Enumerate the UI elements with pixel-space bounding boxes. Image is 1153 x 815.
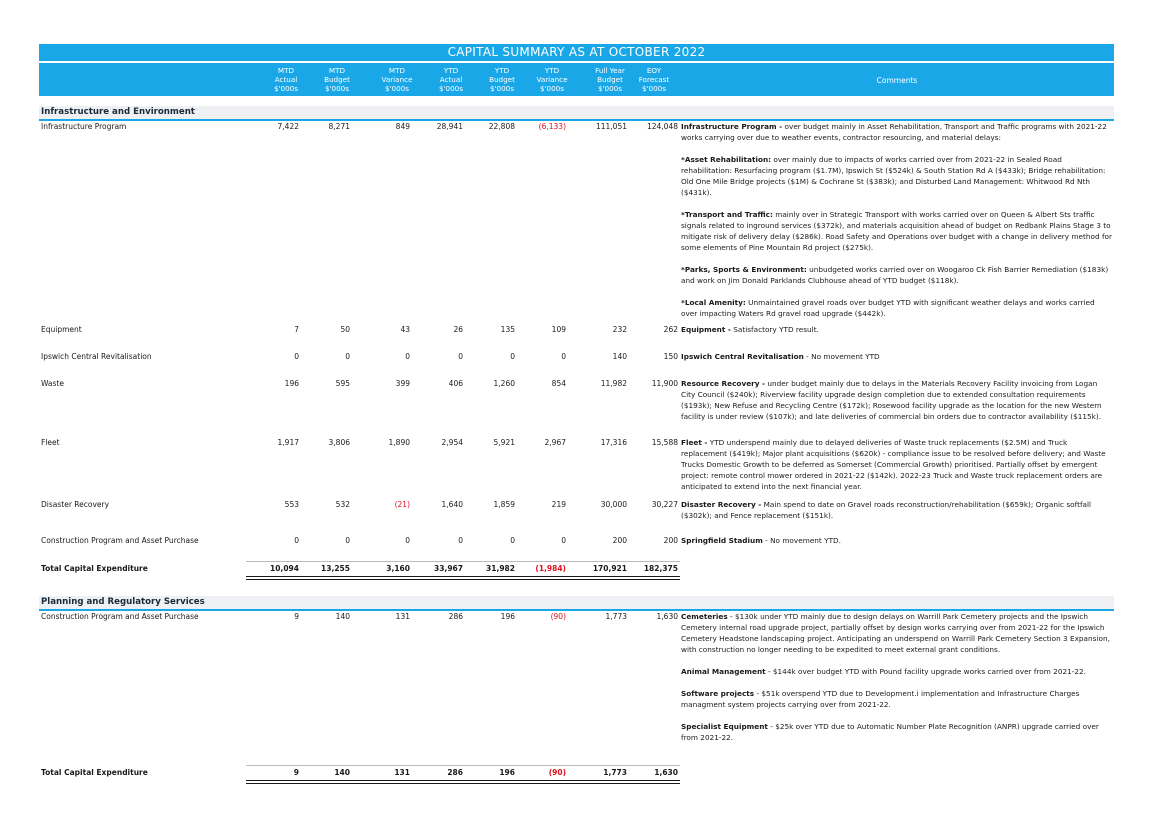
cell-mtd-budget: 595 [335, 379, 350, 388]
header-comments: Comments [876, 76, 918, 85]
cell-mtd-variance: 0 [405, 536, 410, 545]
total-ytd-budget: 196 [499, 768, 515, 777]
cell-mtd-variance: 0 [405, 352, 410, 361]
cell-ytd-actual: 406 [448, 379, 463, 388]
header-mtd-variance: MTD Variance $'000s [381, 66, 413, 93]
cell-eoy-forecast: 15,588 [651, 438, 678, 447]
row-comment: Equipment - Satisfactory YTD result. [681, 325, 819, 334]
row-label: Ipswich Central Revitalisation [41, 352, 152, 361]
total-underline [246, 579, 680, 580]
cell-mtd-actual: 0 [294, 536, 299, 545]
header-mtd-budget: MTD Budget $'000s [324, 66, 350, 93]
row-comment: Infrastructure Program - over budget mainly in Asset Rehabilitation, Transport and Traffic programs with 2021-22 works carrying over due to weather events, contractor resourcing, and material delays: *Asset Rehabilitation: over mainly due to impacts of works carried over from 2021-22 in Sealed Road rehabilitation: Resurfacing program ($1.7M), Ipswich St ($524k) & South Station Rd A ($433k); Bridge rehabilitation: Old One Mile Bridge projects ($1M) & Cochrane St ($383k); and Disturbed Land Management: Whitwood Rd Nth ($431k). *Transport and Traffic: mainly over in Strategic Transport with works carried over on Queen & Albert Sts traffic signals related to inground services ($372k), and materials acquisition ahead of budget on Redbank Plains Stage 3 to mitigate risk of delivery delay ($286k). Road Safety and Operations over budget with a change in delivery method for some elements of Pine Mountain Rd project ($275k). *Parks, Sports & Environment: unbudgeted works carried over on Woogaroo Ck Fish Barrier Remediation ($183k) and work on Jim Donald Parklands Clubhouse ahead of YTD budget ($118k). *Local Amenity: Unmaintained gravel roads over budget YTD with significant weather delays and works carried over impacting Waters Rd gravel road upgrade ($442k). [681, 122, 1112, 318]
cell-full-year-budget: 30,000 [600, 500, 627, 509]
header-ytd-budget: YTD Budget $'000s [489, 66, 515, 93]
cell-ytd-actual: 28,941 [436, 122, 463, 131]
cell-mtd-actual: 553 [284, 500, 299, 509]
total-ytd-variance: (90) [548, 768, 566, 777]
cell-mtd-budget: 8,271 [328, 122, 350, 131]
row-label: Infrastructure Program [41, 122, 127, 131]
cell-ytd-actual: 26 [453, 325, 463, 334]
total-underline [246, 576, 680, 577]
row-comment: Cemeteries - $130k under YTD mainly due to design delays on Warrill Park Cemetery projects and the Ipswich Cemetery internal road upgrade project, partially offset by design works carrying over from 2021-22 for the Ipswich Cemetery Headstone landscaping project. Anticipating an underspend on Warrill Park Cemetery Section 3 Expansion, with construction no longer needing to be expedited to meet external grant conditions. Animal Management - $144k over budget YTD with Pound facility upgrade works carried over from 2021-22. Software projects - $51k overspend YTD due to Development.i implementation and Infrastructure Charges managment system projects carrying over from 2021-22. Specialist Equipment - $25k over YTD due to Automatic Number Plate Recognition (ANPR) upgrade carried over from 2021-22. [681, 612, 1110, 742]
cell-mtd-variance: 399 [395, 379, 410, 388]
row-comment: Resource Recovery - under budget mainly due to delays in the Materials Recovery Facility invoicing from Logan City Council ($240k); Riverview facility upgrade design completion due to extended consultation requirements ($193k); New Refuse and Recycling Centre ($172k); Rosewood facility upgrade as the location for the new Western facility is under review ($107k); and late deliveries of commercial bin orders due to contractor availability ($115k). [681, 379, 1102, 421]
row-comment: Disaster Recovery - Main spend to date on Gravel roads reconstruction/rehabilitation ($659k); Organic softfall ($302k); and Fence replacement ($151k). [681, 500, 1092, 520]
cell-full-year-budget: 1,773 [605, 612, 627, 621]
cell-mtd-budget: 140 [335, 612, 350, 621]
cell-eoy-forecast: 262 [663, 325, 678, 334]
total-top-rule [246, 765, 680, 766]
cell-ytd-variance: 2,967 [544, 438, 566, 447]
cell-mtd-budget: 0 [345, 352, 350, 361]
cell-ytd-budget: 1,859 [493, 500, 515, 509]
cell-mtd-variance: 849 [395, 122, 410, 131]
total-label: Total Capital Expenditure [41, 564, 148, 573]
cell-ytd-budget: 0 [510, 352, 515, 361]
cell-ytd-actual: 2,954 [441, 438, 463, 447]
cell-full-year-budget: 140 [612, 352, 627, 361]
row-label: Equipment [41, 325, 82, 334]
total-ytd-budget: 31,982 [486, 564, 515, 573]
cell-ytd-variance: (90) [550, 612, 566, 621]
total-ytd-variance: (1,984) [535, 564, 566, 573]
total-label: Total Capital Expenditure [41, 768, 148, 777]
row-label: Fleet [41, 438, 60, 447]
section-band [39, 106, 1114, 121]
total-ytd-actual: 33,967 [434, 564, 463, 573]
header-mtd-actual: MTD Actual $'000s [273, 66, 298, 93]
cell-mtd-variance: 43 [400, 325, 410, 334]
cell-ytd-variance: 109 [551, 325, 566, 334]
cell-ytd-actual: 1,640 [441, 500, 463, 509]
row-label: Disaster Recovery [41, 500, 110, 509]
total-ytd-actual: 286 [447, 768, 463, 777]
total-full-year-budget: 1,773 [603, 768, 627, 777]
cell-mtd-budget: 0 [345, 536, 350, 545]
total-top-rule [246, 561, 680, 562]
total-mtd-variance: 3,160 [386, 564, 410, 573]
cell-ytd-budget: 22,808 [488, 122, 515, 131]
cell-full-year-budget: 17,316 [600, 438, 627, 447]
cell-eoy-forecast: 11,900 [651, 379, 678, 388]
cell-full-year-budget: 200 [612, 536, 627, 545]
cell-ytd-variance: (6,133) [538, 122, 566, 131]
report-title: CAPITAL SUMMARY AS AT OCTOBER 2022 [39, 44, 1114, 61]
cell-full-year-budget: 232 [612, 325, 627, 334]
row-label: Construction Program and Asset Purchase [41, 536, 199, 545]
cell-full-year-budget: 111,051 [595, 122, 627, 131]
cell-mtd-variance: 131 [395, 612, 410, 621]
cell-eoy-forecast: 200 [663, 536, 678, 545]
total-mtd-variance: 131 [394, 768, 410, 777]
row-label: Waste [41, 379, 64, 388]
header-eoy-forecast: EOY Forecast $'000s [638, 66, 670, 93]
total-underline [246, 783, 680, 784]
cell-ytd-budget: 5,921 [493, 438, 515, 447]
header-full-year-budget: Full Year Budget $'000s [595, 66, 625, 93]
total-full-year-budget: 170,921 [592, 564, 627, 573]
total-underline [246, 780, 680, 781]
cell-ytd-variance: 854 [551, 379, 566, 388]
cell-mtd-actual: 1,917 [277, 438, 299, 447]
cell-mtd-budget: 3,806 [328, 438, 350, 447]
cell-ytd-variance: 219 [551, 500, 566, 509]
cell-mtd-actual: 7 [294, 325, 299, 334]
row-comment: Fleet - YTD underspend mainly due to delayed deliveries of Waste truck replacements ($2.5M) and Truck replacement ($419k); Major plant acquisitions ($620k) - compliance issue to be resolved before delivery; and Waste Trucks Domestic Growth to be deferred as Somerset (Commercial Growth) prioritised. Partially offset by emergent project: remote control mower ordered in 2021-22 ($142k). 2022-23 Truck and Waste truck replacement orders are anticipated to extend into the next financial year. [681, 438, 1106, 491]
cell-eoy-forecast: 150 [663, 352, 678, 361]
total-mtd-budget: 140 [334, 768, 350, 777]
cell-mtd-actual: 196 [284, 379, 299, 388]
header-ytd-variance: YTD Variance $'000s [536, 66, 568, 93]
cell-ytd-actual: 286 [448, 612, 463, 621]
section-title: Planning and Regulatory Services [41, 597, 205, 607]
cell-mtd-variance: 1,890 [388, 438, 410, 447]
row-label: Construction Program and Asset Purchase [41, 612, 199, 621]
cell-mtd-budget: 50 [340, 325, 350, 334]
row-comment: Springfield Stadium - No movement YTD. [681, 536, 841, 545]
cell-eoy-forecast: 1,630 [656, 612, 678, 621]
section-title: Infrastructure and Environment [41, 107, 195, 117]
cell-ytd-budget: 135 [500, 325, 515, 334]
cell-mtd-actual: 9 [294, 612, 299, 621]
cell-mtd-variance: (21) [394, 500, 410, 509]
cell-ytd-budget: 0 [510, 536, 515, 545]
cell-mtd-actual: 0 [294, 352, 299, 361]
total-mtd-actual: 9 [293, 768, 299, 777]
total-eoy-forecast: 182,375 [643, 564, 678, 573]
total-eoy-forecast: 1,630 [654, 768, 678, 777]
cell-ytd-budget: 196 [500, 612, 515, 621]
cell-ytd-budget: 1,260 [493, 379, 515, 388]
cell-ytd-variance: 0 [561, 352, 566, 361]
total-mtd-actual: 10,094 [270, 564, 299, 573]
cell-mtd-actual: 7,422 [277, 122, 299, 131]
cell-eoy-forecast: 124,048 [646, 122, 678, 131]
cell-ytd-variance: 0 [561, 536, 566, 545]
cell-eoy-forecast: 30,227 [651, 500, 678, 509]
total-mtd-budget: 13,255 [321, 564, 350, 573]
cell-full-year-budget: 11,982 [600, 379, 627, 388]
cell-ytd-actual: 0 [458, 352, 463, 361]
row-comment: Ipswich Central Revitalisation - No movement YTD [681, 352, 880, 361]
header-ytd-actual: YTD Actual $'000s [438, 66, 463, 93]
cell-ytd-actual: 0 [458, 536, 463, 545]
cell-mtd-budget: 532 [335, 500, 350, 509]
